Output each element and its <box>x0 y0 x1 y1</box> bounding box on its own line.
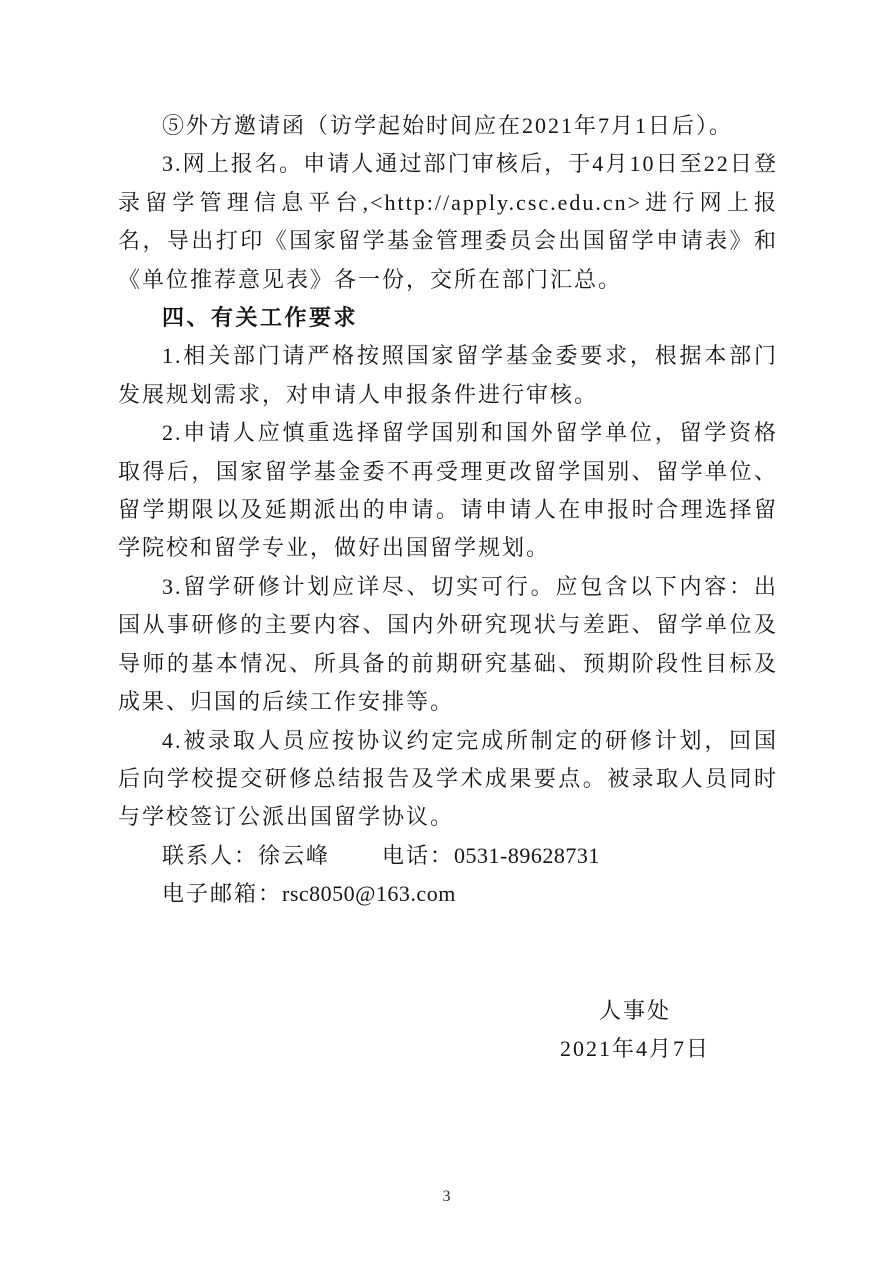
document-body <box>118 107 778 1068</box>
paragraph-online-registration: 3.网上报名。申请人通过部门审核后，于4月10日至22日登录留学管理信息平台,<http://apply.csc.edu.cn>进行网上报名，导出打印《国家留学基金管理委员会出国留学申请表》和《单位推荐意见表》各一份，交所在部门汇总。 <box>118 151 778 292</box>
contact-phone-number: 0531-89628731 <box>454 842 600 868</box>
contact-line <box>118 837 778 875</box>
contact-email-address: rsc8050@163.com <box>282 881 456 907</box>
contact-email-label: 电子邮箱： <box>162 881 283 907</box>
contact-person-name: 徐云峰 <box>258 842 331 868</box>
requirement-item-3: 3.留学研修计划应详尽、切实可行。应包含以下内容：出国从事研修的主要内容、国内外研究现状与差距、留学单位及导师的基本情况、所具备的前期研究基础、预期阶段性目标及成果、归国的后续工作安排等。 <box>118 573 778 715</box>
section-heading-work-requirements: 四、有关工作要求 <box>162 305 359 331</box>
signature-department: 人事处 <box>598 997 671 1023</box>
paragraph-invitation-letter: ⑤外方邀请函（访学起始时间应在2021年7月1日后）。 <box>162 113 734 138</box>
page-number: 3 <box>442 1188 451 1205</box>
email-line <box>118 875 778 913</box>
contact-phone-label: 电话： <box>382 842 455 868</box>
requirement-item-1: 1.相关部门请严格按照国家留学基金委要求，根据本部门发展规划需求，对申请人申报条件进行审核。 <box>118 343 778 407</box>
requirement-item-2: 2.申请人应慎重选择留学国别和国外留学单位，留学资格取得后，国家留学基金委不再受理更改留学国别、留学单位、留学期限以及延期派出的申请。请申请人在申报时合理选择留学院校和留学专业，做好出国留学规划。 <box>118 420 778 561</box>
signature-block <box>545 992 725 1069</box>
requirement-item-4: 4.被录取人员应按协议约定完成所制定的研修计划，回国后向学校提交研修总结报告及学术成果要点。被录取人员同时与学校签订公派出国留学协议。 <box>118 727 778 830</box>
contact-person-label: 联系人： <box>162 842 259 868</box>
signature-date: 2021年4月7日 <box>559 1035 710 1061</box>
